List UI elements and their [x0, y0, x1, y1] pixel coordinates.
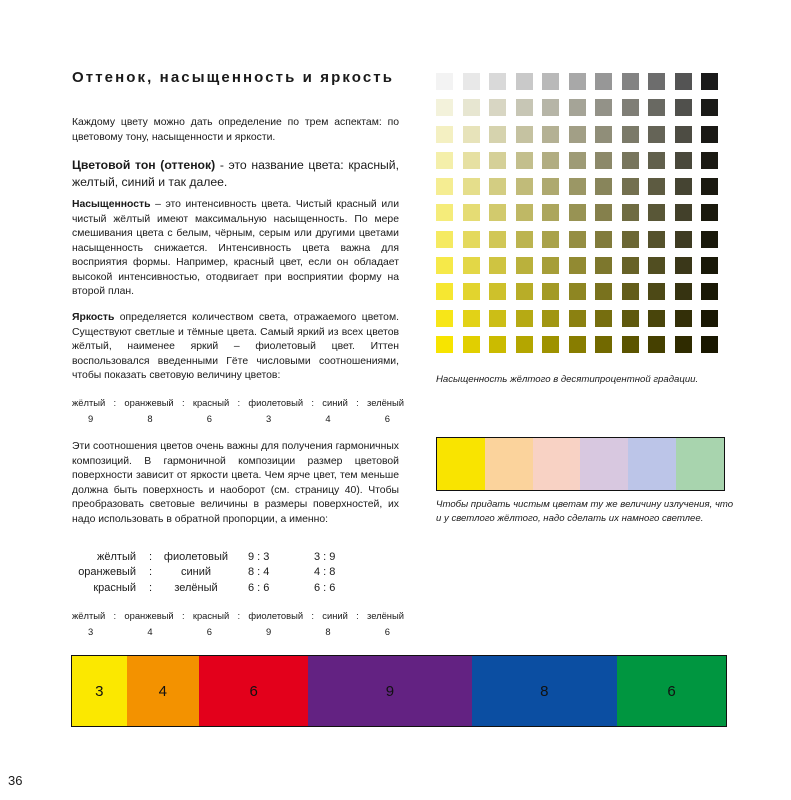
pair-brightness: 9 : 3	[248, 551, 270, 563]
ratio-separator: :	[311, 397, 314, 408]
proportion-segment: 8	[472, 656, 617, 726]
ratio-value: 6	[384, 625, 390, 637]
saturation-term: Насыщенность	[72, 199, 151, 210]
saturation-swatch	[595, 283, 612, 300]
ratio-value: 8	[325, 625, 331, 637]
hue-term: Цветовой тон (оттенок)	[72, 158, 216, 172]
saturation-swatch	[569, 99, 586, 116]
ratio-label: оранжевый	[124, 397, 174, 408]
saturation-swatch	[542, 178, 559, 195]
pair-area: 3 : 9	[314, 551, 336, 563]
saturation-swatch	[701, 231, 718, 248]
saturation-swatch	[463, 204, 480, 221]
page-number: 36	[8, 773, 23, 788]
ratio-value: 4	[147, 625, 153, 637]
pair-color-a: оранжевый	[78, 566, 136, 579]
saturation-swatch	[436, 73, 453, 90]
saturation-swatch	[463, 73, 480, 90]
stripe-swatch	[580, 438, 628, 490]
ratio-label: зелёный	[367, 397, 404, 408]
ratio-label: красный	[192, 610, 230, 621]
ratio-label: синий	[322, 397, 348, 408]
saturation-swatch	[569, 204, 586, 221]
saturation-swatch	[542, 283, 559, 300]
saturation-swatch	[436, 231, 453, 248]
ratio-value: 6	[206, 412, 212, 424]
saturation-swatch	[463, 178, 480, 195]
saturation-swatch	[569, 283, 586, 300]
saturation-swatch	[463, 152, 480, 169]
ratio-value: 8	[147, 412, 153, 424]
saturation-swatch	[542, 257, 559, 274]
pair-separator: :	[149, 551, 153, 563]
saturation-swatch	[701, 178, 718, 195]
ratio-separator: :	[356, 610, 359, 621]
pair-color-a: красный	[93, 581, 136, 594]
saturation-swatch	[542, 73, 559, 90]
saturation-swatch	[436, 99, 453, 116]
saturation-swatch	[675, 126, 692, 143]
saturation-swatch	[648, 231, 665, 248]
saturation-swatch	[622, 99, 639, 116]
proportion-segment: 3	[72, 656, 127, 726]
saturation-swatch	[489, 152, 506, 169]
saturation-swatch	[489, 204, 506, 221]
saturation-swatch	[569, 152, 586, 169]
pair-color-b: синий	[180, 566, 211, 579]
proportion-segment: 4	[127, 656, 200, 726]
harmonic-proportion-bar	[71, 655, 727, 727]
pair-area: 6 : 6	[314, 581, 336, 594]
saturation-swatch	[463, 310, 480, 327]
saturation-swatch	[622, 178, 639, 195]
saturation-swatch	[463, 99, 480, 116]
saturation-swatch	[622, 231, 639, 248]
saturation-swatch	[675, 178, 692, 195]
ratio-separator: :	[311, 610, 314, 621]
pair-color-b: зелёный	[174, 581, 218, 594]
ratio-label: зелёный	[367, 610, 404, 621]
grid-caption: Насыщенность жёлтого в десятипроцентной градации.	[436, 374, 699, 385]
pair-brightness: 6 : 6	[248, 581, 270, 594]
saturation-swatch	[675, 257, 692, 274]
saturation-swatch	[516, 126, 533, 143]
ratio-value: 3	[88, 625, 94, 637]
ratio-separator: :	[356, 397, 359, 408]
ratio-value: 9	[88, 412, 94, 424]
proportion-segment: 6	[199, 656, 308, 726]
ratio-separator: :	[113, 610, 117, 621]
saturation-swatch	[569, 310, 586, 327]
saturation-swatch	[675, 99, 692, 116]
saturation-swatch	[595, 310, 612, 327]
ratio-value: 3	[266, 412, 272, 424]
saturation-swatch	[595, 231, 612, 248]
saturation-paragraph	[72, 198, 399, 300]
saturation-swatch	[516, 310, 533, 327]
ratio-value: 4	[325, 412, 331, 424]
saturation-swatch	[569, 336, 586, 353]
saturation-swatch	[595, 336, 612, 353]
saturation-swatch	[436, 152, 453, 169]
saturation-swatch	[701, 99, 718, 116]
saturation-swatch	[701, 283, 718, 300]
pair-brightness: 8 : 4	[248, 566, 270, 579]
stripe-swatch	[485, 438, 533, 490]
ratio-labels-row	[72, 395, 404, 411]
saturation-swatch	[595, 99, 612, 116]
ratio-values-row	[72, 624, 404, 640]
pair-separator: :	[149, 581, 153, 594]
area-ratio-table	[72, 608, 404, 639]
saturation-swatch	[675, 336, 692, 353]
ratio-label: оранжевый	[124, 610, 174, 621]
ratio-label: жёлтый	[72, 397, 106, 408]
saturation-swatch	[489, 178, 506, 195]
pair-color-b: фиолетовый	[163, 551, 229, 563]
ratio-separator: :	[181, 397, 185, 408]
saturation-swatch	[516, 73, 533, 90]
ratio-value: 6	[206, 625, 212, 637]
stripe-swatch	[676, 438, 724, 490]
saturation-swatch	[622, 336, 639, 353]
stripe-caption: Чтобы придать чистым цветам ту же величину излучения, что и у светлого жёлтого, надо сделать их намного светлее.	[436, 499, 734, 524]
saturation-swatch	[701, 204, 718, 221]
saturation-swatch	[463, 126, 480, 143]
saturation-swatch	[489, 99, 506, 116]
saturation-swatch	[675, 152, 692, 169]
pair-color-a: жёлтый	[97, 551, 136, 563]
saturation-swatch	[436, 257, 453, 274]
saturation-swatch	[516, 204, 533, 221]
brightness-text: определяется количеством света, отражаемого цветом. Существуют светлые и тёмные цвета. Самый яркий из всех цветов жёлтый, наименее яркий – фиолетовый цвет. Иттен воспользовался введенными Гёте числовыми соотношениями, чтобы показать световую величину цветов:	[72, 312, 399, 381]
saturation-swatch	[648, 73, 665, 90]
ratio-separator: :	[237, 397, 241, 408]
intro-paragraph: Каждому цвету можно дать определение по трем аспектам: по цветовому тону, насыщенности и яркости.	[72, 117, 399, 143]
saturation-swatch	[542, 152, 559, 169]
saturation-swatch	[648, 99, 665, 116]
saturation-swatch	[436, 204, 453, 221]
saturation-swatch	[489, 126, 506, 143]
proportion-segment: 6	[617, 656, 726, 726]
saturation-swatch	[622, 152, 639, 169]
saturation-swatch	[648, 310, 665, 327]
saturation-swatch	[622, 204, 639, 221]
saturation-swatch	[489, 231, 506, 248]
saturation-swatch	[516, 257, 533, 274]
saturation-swatch	[648, 152, 665, 169]
lightened-colors-stripe	[436, 437, 725, 491]
saturation-swatch	[701, 73, 718, 90]
saturation-swatch	[569, 126, 586, 143]
saturation-swatch	[595, 178, 612, 195]
saturation-swatch	[675, 283, 692, 300]
saturation-swatch	[516, 99, 533, 116]
ratio-labels-row	[72, 608, 404, 624]
saturation-swatch	[436, 126, 453, 143]
saturation-swatch	[489, 283, 506, 300]
proportion-segment: 9	[308, 656, 472, 726]
hue-paragraph	[72, 157, 399, 190]
page-title: Оттенок, насыщенность и яркость	[72, 69, 395, 86]
ratio-label: фиолетовый	[248, 397, 304, 408]
saturation-swatch	[569, 73, 586, 90]
ratio-separator: :	[237, 610, 241, 621]
saturation-swatch	[622, 257, 639, 274]
ratio-values-row	[72, 411, 404, 427]
brightness-ratio-table	[72, 395, 404, 426]
saturation-swatch	[595, 73, 612, 90]
saturation-swatch	[489, 336, 506, 353]
saturation-swatch	[595, 152, 612, 169]
saturation-swatch	[648, 178, 665, 195]
saturation-swatch	[542, 231, 559, 248]
saturation-swatch	[675, 204, 692, 221]
stripe-swatch	[533, 438, 581, 490]
saturation-swatch	[675, 231, 692, 248]
saturation-swatch	[648, 336, 665, 353]
saturation-swatch	[595, 257, 612, 274]
ratio-label: синий	[322, 610, 348, 621]
saturation-swatch	[463, 257, 480, 274]
ratio-label: фиолетовый	[248, 610, 304, 621]
saturation-text: – это интенсивность цвета. Чистый красный или чистый жёлтый имеют максимальную насыщенность. По мере смешивания цвета с белым, чёрным, серым или другими цветами насыщенность снижается. Интенсивность цвета важна для восприятия формы. Например, красный цвет, если он обладает высокой интенсивностью, отодвигает при восприятии форму на второй план.	[72, 199, 399, 297]
hue-text: - это название цвета: красный, желтый, синий и так далее.	[72, 158, 399, 189]
saturation-swatch	[648, 126, 665, 143]
saturation-swatch	[648, 283, 665, 300]
saturation-swatch	[701, 257, 718, 274]
saturation-swatch	[569, 178, 586, 195]
saturation-swatch	[516, 336, 533, 353]
saturation-swatch	[516, 178, 533, 195]
saturation-swatch	[622, 283, 639, 300]
ratio-separator: :	[113, 397, 117, 408]
brightness-paragraph	[72, 311, 399, 384]
ratio-label: жёлтый	[72, 610, 106, 621]
saturation-swatch	[516, 152, 533, 169]
ratio-value: 9	[266, 625, 272, 637]
pair-area: 4 : 8	[314, 566, 336, 579]
saturation-swatch	[436, 336, 453, 353]
saturation-swatch	[701, 336, 718, 353]
saturation-swatch	[648, 257, 665, 274]
stripe-swatch	[437, 438, 485, 490]
stripe-swatch	[628, 438, 676, 490]
saturation-swatch	[542, 204, 559, 221]
saturation-swatch	[489, 310, 506, 327]
saturation-swatch	[463, 283, 480, 300]
saturation-swatch	[542, 99, 559, 116]
saturation-swatch	[516, 283, 533, 300]
saturation-swatch	[648, 204, 665, 221]
ratio-value: 6	[384, 412, 390, 424]
saturation-swatch	[436, 310, 453, 327]
saturation-swatch	[463, 336, 480, 353]
saturation-swatch	[675, 310, 692, 327]
saturation-swatch	[569, 257, 586, 274]
saturation-swatch	[675, 73, 692, 90]
saturation-swatch	[622, 126, 639, 143]
saturation-swatch	[595, 126, 612, 143]
saturation-swatch	[516, 231, 533, 248]
saturation-swatch	[542, 336, 559, 353]
saturation-swatch	[569, 231, 586, 248]
saturation-swatch	[622, 310, 639, 327]
saturation-swatch	[489, 257, 506, 274]
saturation-swatch	[701, 126, 718, 143]
saturation-swatch	[542, 310, 559, 327]
saturation-swatch	[436, 178, 453, 195]
saturation-swatch	[436, 283, 453, 300]
pair-separator: :	[149, 566, 153, 579]
saturation-swatch	[489, 73, 506, 90]
saturation-swatch	[595, 204, 612, 221]
yellow-saturation-grid	[436, 73, 718, 353]
ratio-label: красный	[192, 397, 230, 408]
saturation-swatch	[463, 231, 480, 248]
saturation-swatch	[701, 310, 718, 327]
saturation-swatch	[542, 126, 559, 143]
saturation-swatch	[622, 73, 639, 90]
saturation-swatch	[701, 152, 718, 169]
ratio-separator: :	[181, 610, 185, 621]
brightness-term: Яркость	[72, 312, 115, 323]
harmony-paragraph: Эти соотношения цветов очень важны для получения гармоничных композиций. В гармоничной композиции размер цветовой поверхности зависит от яркости цвета. Чем ярче цвет, тем меньше должна быть поверхность и наоборот (см. страницу 40). Чтобы преобразовать световые величины в размеры поверхностей, их надо использовать в обратной пропорции, а именно:	[72, 441, 399, 525]
